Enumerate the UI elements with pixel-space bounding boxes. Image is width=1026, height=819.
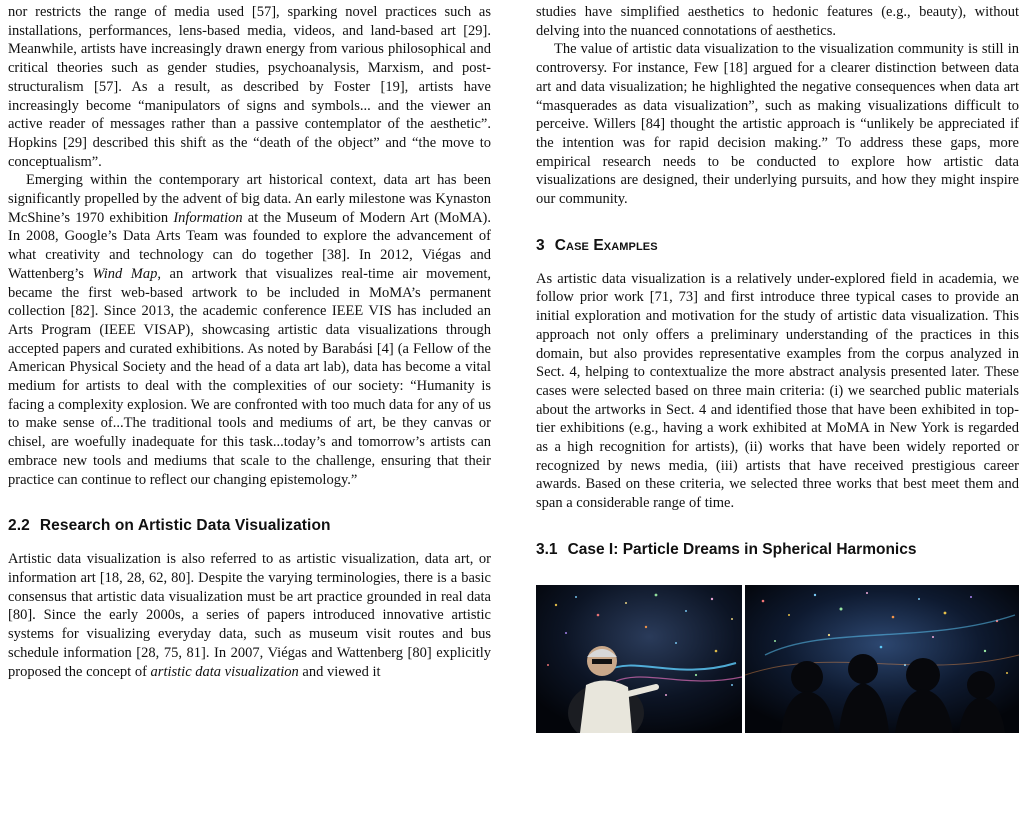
italic-title-information: Information — [173, 209, 243, 226]
right-paragraph-2: The value of artistic data visualization to the visualization community is still in controversy. For instance, Few [18] argued for a clearer distinction between data art and data visualization; he highlighted the negative consequences when data art “masquerades as data visualization”, such as making visualizations difficult to perceive. Willers [84] thought the artistic approach is “unlikely be appreciated if the intention was for rapid decision making.” To address these gaps, more empirical research needs to be conducted to explore how artistic data visualizations are designed, their underlying pursuits, and how they might inspire our community. — [536, 41, 1019, 208]
subsection-heading-3-1 — [536, 541, 1019, 559]
photo-seated-viewer — [536, 585, 742, 733]
section-number: 2.2 — [8, 517, 30, 535]
text-run: Artistic data visualization is also referred to as artistic visualization, data art, or information art [18, 28, 62, 80]. Despite the varying terminologies, there is a basic consensus that artistic data visualization must be art practice grounded in real data [80]. Since the early 2000s, a series of papers introduced innovative artistic systems for visualizing everyday data, such as museum visit routes and bus schedule information [28, 75, 81]. In 2007, Viégas and Wattenberg [80] explicitly proposed the concept of — [8, 551, 491, 680]
section-heading-2-2 — [8, 517, 491, 535]
right-paragraph-3: As artistic data visualization is a relatively under-explored field in academia, we follow prior work [71, 73] and first introduce three typical cases to provide an initial exploration and motivation for the study of artistic data visualization. This approach not only offers a preliminary understanding of the practices in this domain, but also provides representative examples from the corpus analyzed in Sect. 4, helping to contextualize the more abstract analysis presented later. These cases were selected based on three main criteria: (i) we searched public materials about the artworks in Sect. 4 and identified those that have been exhibited in top-tier exhibitions (e.g., having a work exhibited at MoMA in New York is regarded as a high recognition for artists), (ii) works that have been widely reported or recognized by news media, (iii) artists that have received prestigious career awards. Based on these criteria, we selected three works that best meet them and span a considerable range of time. — [536, 270, 1019, 512]
photo-crowd-viewers-image — [745, 585, 1019, 733]
photo-seated-viewer-image — [536, 585, 742, 733]
italic-term: artistic data visualization — [150, 663, 299, 680]
left-paragraph-1: nor restricts the range of media used [57], sparking novel practices such as installations, performances, lens-based media, videos, and land-based art [29]. Meanwhile, artists have increasingly drawn energy from various philosophical and critical theories such as gender studies, psychoanalysis, Marxism, and post-structuralism [57]. As a result, as described by Foster [19], artists have increasingly become “manipulators of signs and symbols... and the viewer an active reader of messages rather than a passive contemplator of the aesthetic”. Hopkins [29] described this shift as the “death of the object” and “the move to conceptualism”. — [8, 4, 491, 170]
right-paragraph-1: studies have simplified aesthetics to hedonic features (e.g., beauty), without delving into the nuanced connotations of aesthetics. — [536, 4, 1019, 39]
photo-crowd-viewers — [745, 585, 1019, 733]
section-title: Research on Artistic Data Visualization — [39, 517, 331, 535]
section-title: Case Examples — [554, 236, 658, 254]
section-heading-3 — [536, 237, 1019, 255]
figure-case-1 — [536, 585, 1019, 733]
left-column — [8, 3, 491, 681]
left-paragraph-3 — [8, 550, 491, 681]
section-number: 3 — [536, 236, 545, 254]
text-run: and viewed it — [298, 663, 381, 680]
text-run: , an artwork that visualizes real-time air movement, became the first web-based artwork to be included in MoMA’s permanent collection [82]. Since 2013, the academic conference IEEE VIS has included an Arts Program (IEEE VISAP), showcasing artistic data visualizations through accepted papers and curated exhibitions. As noted by Barabási [4] (a Fellow of the American Physical Society and the head of a data art lab), data has become a vital medium for artists to deal with the complexities of our society: “Humanity is facing a complexity explosion. We are confronted with too much data for any of us to make sense of...The traditional tools and mediums of art, be they canvas or chisel, are woefully inadequate for this task...today’s and tomorrow’s artists can embrace new tools and mediums that scale to the challenge, ensuring that their practice can continue to reflect our changing epistemology.” — [8, 265, 491, 488]
italic-title-wind-map: Wind Map — [92, 265, 158, 282]
text-run: at the Museum of Modern Art (MoMA). In 2008, Google’s Data Arts Team was founded to explore the advancement of what creativity and technology can do together [38]. In 2012, Viégas and Wattenberg’s — [8, 209, 491, 282]
text-run: Emerging within the contemporary art historical context, data art has been significantly propelled by the advent of big data. An early milestone was Kynaston McShine’s 1970 exhibition — [8, 172, 491, 226]
right-column — [536, 3, 1019, 733]
left-paragraph-2 — [8, 171, 491, 489]
subsection-title: Case I: Particle Dreams in Spherical Harmonics — [567, 540, 917, 558]
subsection-number: 3.1 — [536, 540, 558, 558]
